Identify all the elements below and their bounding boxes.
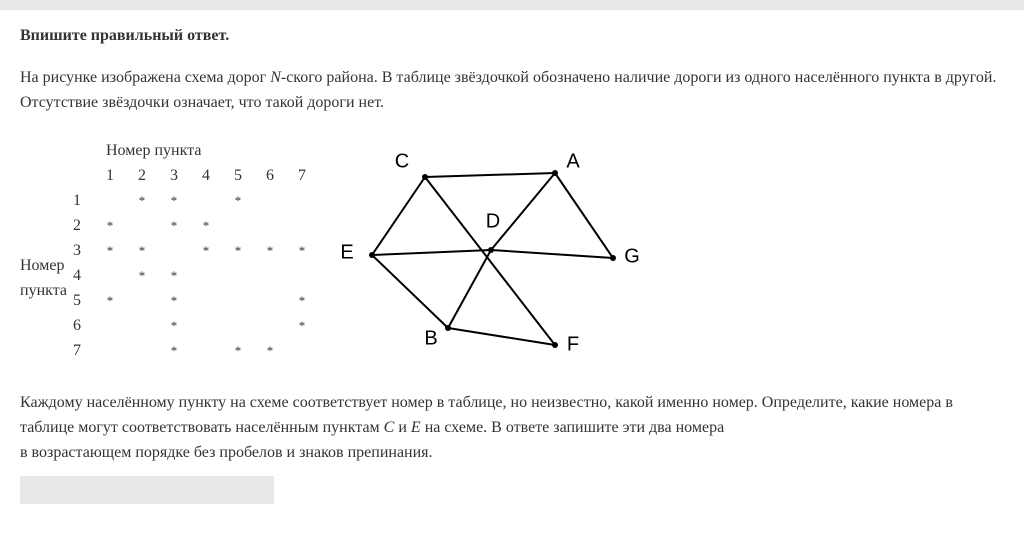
column-number-4: 4 [202,167,210,184]
row-number-2: 2 [73,217,81,234]
road-star-3-2: * [138,243,146,258]
road-star-4-3: * [170,268,178,283]
vertex-G [610,255,616,261]
question [20,390,1010,465]
intro-text-1: На рисунке изображена схема дорог [20,69,271,86]
question-text-4: в возрастающем порядке без пробелов и знаков препинания. [20,444,433,461]
road-C-E [372,177,425,255]
road-A-G [555,173,613,258]
question-text-2: и [394,419,411,436]
road-star-1-3: * [170,193,178,208]
vertex-C [422,174,428,180]
road-B-F [448,328,555,345]
row-number-4: 4 [73,267,81,284]
road-star-3-7: * [298,243,306,258]
road-star-1-5: * [234,193,242,208]
road-star-7-3: * [170,343,178,358]
vertex-label-E: E [340,241,354,264]
graph-edges [372,173,613,345]
row-number-7: 7 [73,342,81,359]
column-number-7: 7 [298,167,306,184]
road-D-G [491,250,613,258]
road-star-4-2: * [138,268,146,283]
column-number-6: 6 [266,167,274,184]
road-star-5-7: * [298,293,306,308]
column-number-5: 5 [234,167,242,184]
road-E-B [372,255,448,328]
vertex-E [369,252,375,258]
column-number-2: 2 [138,167,146,184]
vertex-label-F: F [566,333,580,356]
row-number-6: 6 [73,317,81,334]
intro-n: N [270,69,281,86]
column-number-3: 3 [170,167,178,184]
road-star-5-1: * [106,293,114,308]
vertex-label-A: A [566,150,580,173]
question-e: E [410,419,421,436]
question-text-3: на схеме. В ответе запишите эти два номера [420,419,725,436]
column-number-1: 1 [106,167,114,184]
road-star-3-5: * [234,243,242,258]
road-C-A [425,173,555,177]
adjacency-table [0,0,330,380]
road-star-2-3: * [170,218,178,233]
vertex-label-C: C [394,150,410,173]
road-E-D [372,250,491,255]
road-C-F [425,177,555,345]
road-star-5-3: * [170,293,178,308]
vertex-B [445,325,451,331]
row-number-1: 1 [73,192,81,209]
vertex-F [552,342,558,348]
answer-input[interactable] [20,476,274,504]
road-A-D [491,173,555,250]
row-header: Номер пункта [20,257,67,299]
vertex-A [552,170,558,176]
road-graph [330,140,660,370]
road-D-B [448,250,491,328]
instruction: Впишите правильный ответ. [20,27,230,44]
road-star-2-1: * [106,218,114,233]
vertex-D [488,247,494,253]
road-star-7-5: * [234,343,242,358]
road-star-1-2: * [138,193,146,208]
road-star-3-1: * [106,243,114,258]
road-star-3-6: * [266,243,274,258]
road-star-3-4: * [202,243,210,258]
road-star-6-7: * [298,318,306,333]
intro-text-2: -ского района. В таблице звёздочкой обозначено наличие дороги из одного населённого пункта в другой. Отсутствие звёздочки означает, что такой дороги нет. [20,69,997,111]
road-star-7-6: * [266,343,274,358]
row-number-5: 5 [73,292,81,309]
question-text-1: Каждому населённому пункту на схеме соответствует номер в таблице, но неизвестно, какой именно номер. Определите, какие номера в таблице могут соответствовать населённым пунктам [20,394,953,436]
road-star-2-4: * [202,218,210,233]
row-number-3: 3 [73,242,81,259]
column-header: Номер пункта [106,142,202,159]
question-c: C [383,419,395,436]
vertex-label-B: B [424,327,438,350]
graph-vertices [340,150,639,355]
road-star-6-3: * [170,318,178,333]
vertex-label-D: D [485,210,501,233]
vertex-label-G: G [624,245,640,268]
